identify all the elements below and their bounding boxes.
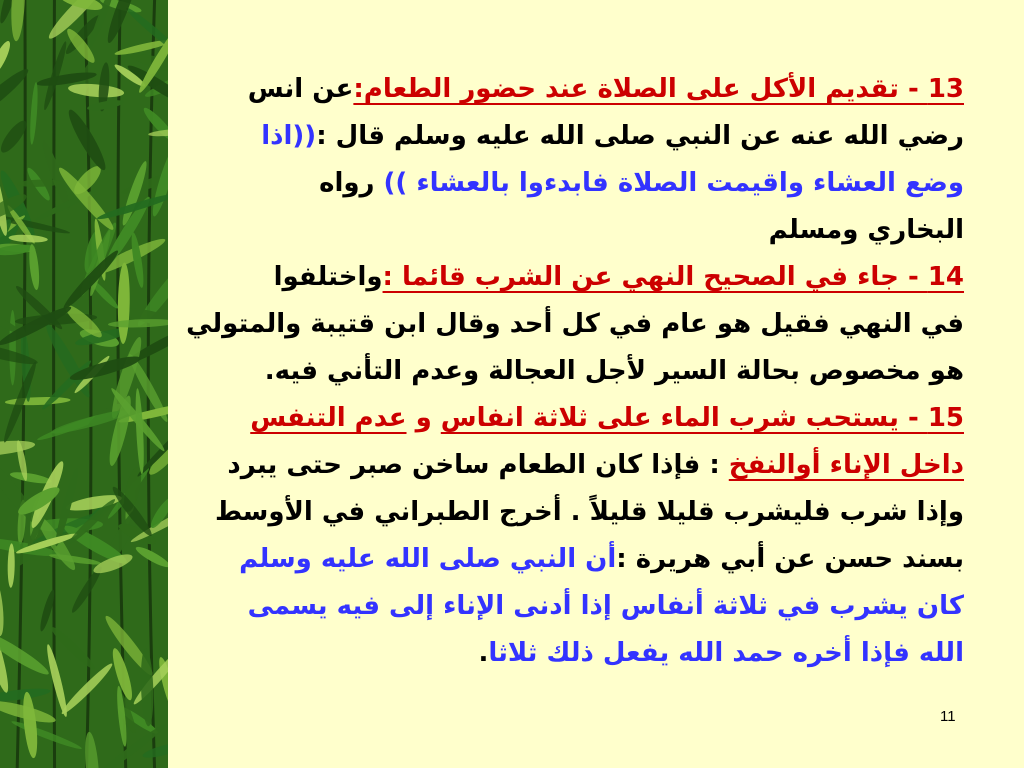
item-14-line-3 <box>200 348 964 395</box>
item-15-line-3 <box>200 489 964 536</box>
item-15-body-1: : فإذا كان الطعام ساخن صبر حتى يبرد <box>227 450 729 480</box>
item-15-quote-3: الله فإذا أخره حمد الله يفعل ذلك ثلاثا <box>488 638 964 668</box>
item-15-line-1 <box>200 395 964 442</box>
item-14-body-1: في النهي فقيل هو عام في كل أحد وقال ابن قتيبة والمتولي <box>186 309 964 339</box>
item-14-body-2: هو مخصوص بحالة السير لأجل العجالة وعدم التأني فيه. <box>264 356 964 386</box>
bamboo-leaves-icon <box>0 0 168 768</box>
item-13-line-3 <box>200 160 964 207</box>
item-15-body-2: وإذا شرب فليشرب قليلا قليلاً . أخرج الطبراني في الأوسط <box>214 497 964 527</box>
item-13-line-1 <box>200 66 964 113</box>
item-13-heading: 13 - تقديم الأكل على الصلاة عند حضور الطعام: <box>353 74 964 104</box>
item-13-text: عن انس <box>247 74 354 104</box>
item-15-heading-a: 15 - يستحب شرب الماء على ثلاثة انفاس <box>440 403 964 433</box>
item-13-quote: وضع العشاء واقيمت الصلاة فابدءوا بالعشاء )) <box>383 168 964 198</box>
item-13-source: رواه <box>319 168 384 198</box>
item-14-heading: 14 - جاء في الصحيح النهي عن الشرب قائما : <box>382 262 964 292</box>
item-15-end: . <box>478 638 489 668</box>
item-14-line-2 <box>186 301 964 348</box>
item-13-source-end: البخاري ومسلم <box>768 215 964 245</box>
item-15-quote-1: أن النبي صلى الله عليه وسلم <box>239 544 617 574</box>
slide-content <box>186 66 964 677</box>
item-15-heading-b: عدم التنفس <box>250 403 407 433</box>
item-15-line-6 <box>200 630 964 677</box>
item-15-heading-and: و <box>406 403 441 433</box>
item-15-heading-c: داخل الإناء أوالنفخ <box>728 450 964 480</box>
item-15-body-3: بسند حسن عن أبي هريرة : <box>616 544 964 574</box>
item-15-line-5 <box>200 583 964 630</box>
bamboo-leaves-image <box>0 0 168 768</box>
item-15-quote-2: كان يشرب في ثلاثة أنفاس إذا أدنى الإناء إلى فيه يسمى <box>247 591 964 621</box>
item-13-line-2 <box>200 113 964 160</box>
item-15-line-4 <box>200 536 964 583</box>
item-13-quote-start: ((اذا <box>261 121 317 151</box>
page-number: 11 <box>940 708 956 725</box>
item-13-narration: رضي الله عنه عن النبي صلى الله عليه وسلم قال : <box>316 121 964 151</box>
item-14-text: واختلفوا <box>273 262 383 292</box>
item-13-line-4 <box>200 207 964 254</box>
item-15-line-2 <box>200 442 964 489</box>
item-14-line-1 <box>200 254 964 301</box>
